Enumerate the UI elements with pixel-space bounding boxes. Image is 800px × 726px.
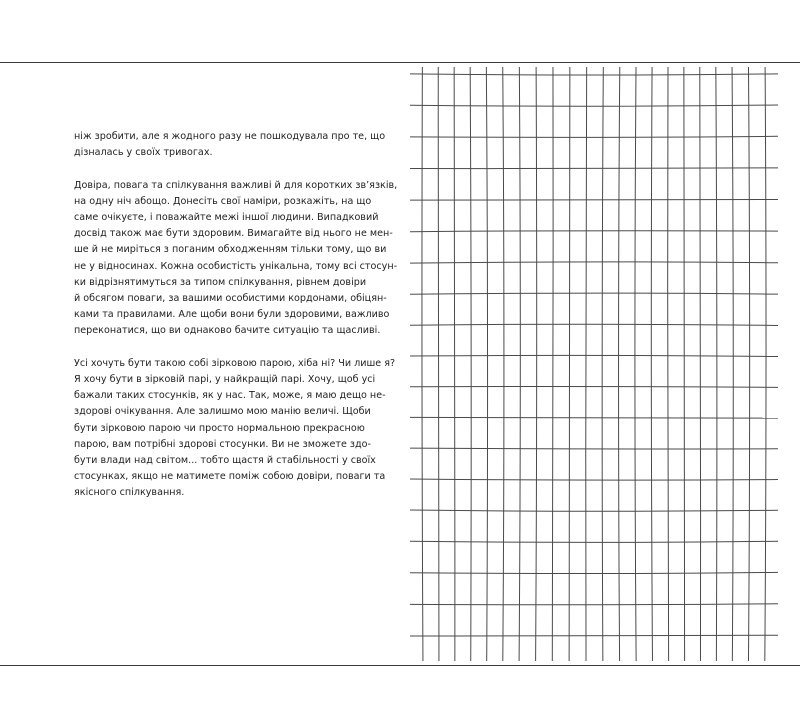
text-line: якісного спілкування. bbox=[74, 487, 185, 499]
grid-horizontal-line bbox=[410, 417, 778, 418]
grid-vertical-line bbox=[503, 67, 504, 661]
text-line: й обсягом поваги, за вашими особистими кордонами, обіцян- bbox=[74, 293, 387, 305]
text-line: ками та правилами. Але щоби вони були здоровими, важливо bbox=[74, 309, 390, 321]
text-line: бажали таких стосунків, як у нас. Так, може, я маю дещо не- bbox=[74, 390, 386, 402]
body-text bbox=[74, 129, 398, 518]
grid-horizontal-line bbox=[410, 199, 778, 200]
grid-vertical-line bbox=[552, 67, 553, 661]
grid-horizontal-line bbox=[410, 136, 778, 137]
grid-horizontal-line bbox=[410, 262, 778, 263]
grid-vertical-line bbox=[651, 67, 652, 661]
grid-horizontal-line bbox=[410, 635, 778, 636]
text-line: Довіра, повага та спілкування важливі й для коротких зв’язків, bbox=[74, 179, 398, 191]
paragraph-3 bbox=[74, 356, 396, 502]
grid-horizontal-line bbox=[410, 510, 778, 511]
grid-horizontal-line bbox=[410, 168, 778, 169]
text-line: ки відрізнятимуться за типом спілкування, рівнем довіри bbox=[74, 276, 367, 288]
grid-horizontal-line bbox=[410, 387, 778, 388]
hand-drawn-grid bbox=[400, 63, 800, 665]
grid-vertical-line bbox=[684, 67, 685, 661]
text-line: бути влади над світом... тобто щастя й стабільності у своїх bbox=[74, 455, 376, 467]
text-line: здорові очікування. Але залишмо мою манію величі. Щоби bbox=[74, 406, 371, 418]
paragraph-1 bbox=[74, 129, 386, 161]
grid-vertical-line bbox=[422, 67, 423, 661]
text-line: саме очікуєте, і поважайте межі іншої людини. Випадковий bbox=[74, 212, 379, 223]
text-line: Я хочу бути в зірковій парі, у найкращій парі. Хочу, щоб усі bbox=[74, 374, 376, 386]
grid-vertical-line bbox=[454, 67, 455, 661]
grid-vertical-line bbox=[635, 67, 636, 661]
grid-vertical-line bbox=[700, 67, 701, 661]
grid-vertical-line bbox=[569, 67, 570, 661]
text-line: парою, вам потрібні здорові стосунки. Ви не зможете здо- bbox=[74, 438, 371, 450]
text-line: Усі хочуть бути такою собі зірковою парою, хіба ні? Чи лише я? bbox=[74, 357, 396, 369]
grid-horizontal-line bbox=[410, 105, 778, 106]
grid-horizontal-line bbox=[410, 572, 778, 573]
text-line: ніж зробити, але я жодного разу не пошкодувала про те, що bbox=[74, 131, 386, 142]
text-line: стосунках, якщо не матимете поміж собою довіри, поваги та bbox=[74, 471, 386, 483]
grid-vertical-line bbox=[732, 67, 733, 661]
grid-vertical-line bbox=[668, 67, 669, 661]
grid-vertical-line bbox=[765, 67, 766, 661]
grid-vertical-line bbox=[470, 67, 471, 661]
grid-vertical-line bbox=[486, 67, 487, 661]
right-page-grid bbox=[400, 63, 800, 665]
grid-horizontal-line bbox=[410, 74, 778, 75]
text-line: не у відносинах. Кожна особистість унікальна, тому всі стосун- bbox=[74, 260, 398, 272]
grid-vertical-line bbox=[748, 67, 749, 661]
text-line: бути зірковою парою чи просто нормальною прекрасною bbox=[74, 422, 365, 434]
grid-horizontal-line bbox=[410, 541, 778, 542]
text-line: досвід також має бути здоровим. Вимагайте від нього не мен- bbox=[74, 228, 393, 240]
grid-horizontal-line bbox=[410, 448, 778, 449]
grid-vertical-line bbox=[716, 67, 717, 661]
grid-vertical-line bbox=[619, 67, 620, 661]
left-page bbox=[0, 63, 400, 665]
grid-horizontal-line bbox=[410, 231, 778, 232]
grid-horizontal-line bbox=[410, 355, 778, 356]
grid-vertical-line bbox=[438, 67, 439, 661]
grid-horizontal-line bbox=[410, 604, 778, 605]
paragraph-2 bbox=[74, 178, 398, 340]
text-line: переконатися, що ви однаково бачите ситуацію та щасливі. bbox=[74, 325, 381, 337]
grid-vertical-line bbox=[602, 67, 603, 661]
grid-horizontal-line bbox=[410, 479, 778, 480]
grid-vertical-line bbox=[586, 67, 587, 661]
book-spread bbox=[0, 62, 800, 666]
grid-vertical-line bbox=[536, 67, 537, 661]
text-line: на одну ніч абощо. Донесіть свої наміри, розкажіть, на що bbox=[74, 195, 372, 207]
grid-horizontal-line bbox=[410, 293, 778, 294]
grid-vertical-line bbox=[519, 67, 520, 661]
grid-horizontal-line bbox=[410, 324, 778, 325]
text-line: дізналась у своїх тривогах. bbox=[74, 147, 213, 159]
text-line: ше й не миріться з поганим обходженням тільки тому, що ви bbox=[74, 244, 387, 256]
